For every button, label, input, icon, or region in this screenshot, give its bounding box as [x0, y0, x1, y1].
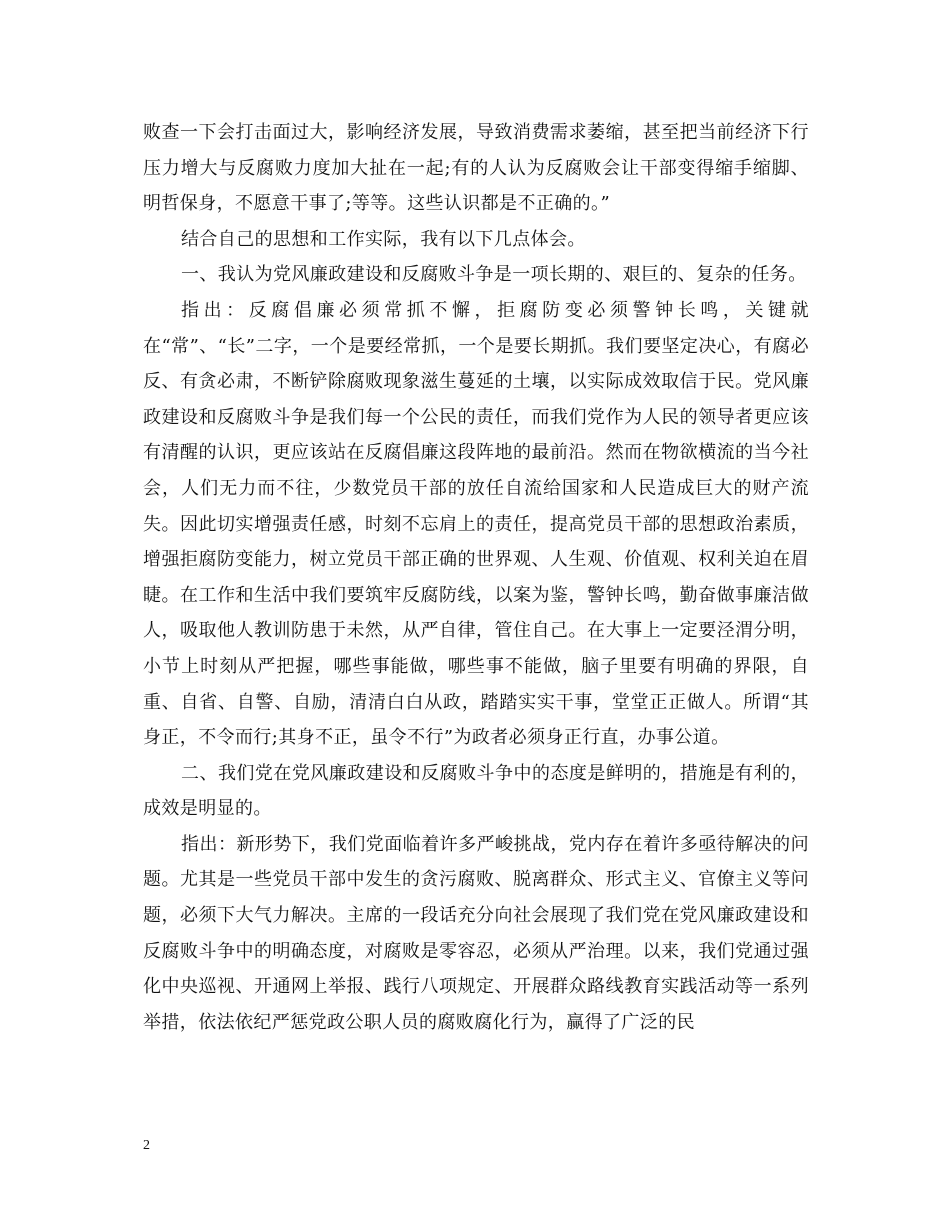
paragraph-4: 指出：反腐倡廉必须常抓不懈，拒腐防变必须警钟长鸣，关键就在“常”、“长”二字，一个是要经常抓，一个是要长期抓。我们要坚定决心，有腐必反、有贪必肃，不断铲除腐败现象滋生蔓延的土壤，以实际成效取信于民。党风廉政建设和反腐败斗争是我们每一个公民的责任，而我们党作为人民的领导者更应该有清醒的认识，更应该站在反腐倡廉这段阵地的最前沿。然而在物欲横流的当今社会，人们无力而不往，少数党员干部的放任自流给国家和人民造成巨大的财产流失。因此切实增强责任感，时刻不忘肩上的责任，提高党员干部的思想政治素质，增强拒腐防变能力，树立党员干部正确的世界观、人生观、价值观、权利关迫在眉睫。在工作和生活中我们要筑牢反腐防线，以案为鉴，警钟长鸣，勤奋做事廉洁做人，吸取他人教训防患于未然，从严自律，管住自己。在大事上一定要泾渭分明，小节上时刻从严把握，哪些事能做，哪些事不能做，脑子里要有明确的界限，自重、自省、自警、自励，清清白白从政，踏踏实实干事，堂堂正正做人。所谓“其身正，不令而行;其身不正，虽令不行”为政者必须身正行直，办事公道。	[143, 299, 809, 749]
document-body	[143, 115, 809, 1040]
paragraph-1: 败查一下会打击面过大，影响经济发展，导致消费需求萎缩，甚至把当前经济下行压力增大与反腐败力度加大扯在一起;有的人认为反腐败会让干部变得缩手缩脚、明哲保身，不愿意干事了;等等。这些认识都是不正确的。”	[143, 122, 809, 215]
paragraph-2: 结合自己的思想和工作实际，我有以下几点体会。	[181, 228, 586, 250]
paragraph-5: 二、我们党在党风廉政建设和反腐败斗争中的态度是鲜明的，措施是有利的，成效是明显的。	[143, 762, 809, 820]
paragraph-6: 指出：新形势下，我们党面临着许多严峻挑战，党内存在着许多亟待解决的问题。尤其是一些党员干部中发生的贪污腐败、脱离群众、形式主义、官僚主义等问题，必须下大气力解决。主席的一段话充分向社会展现了我们党在党风廉政建设和反腐败斗争中的明确态度，对腐败是零容忍，必须从严治理。以来，我们党通过强化中央巡视、开通网上举报、践行八项规定、开展群众路线教育实践活动等一系列举措，依法依纪严惩党政公职人员的腐败腐化行为，赢得了广泛的民	[143, 833, 809, 1033]
paragraph-3: 一、我认为党风廉政建设和反腐败斗争是一项长期的、艰巨的、复杂的任务。	[181, 264, 807, 286]
page-number: 2	[143, 1138, 150, 1153]
